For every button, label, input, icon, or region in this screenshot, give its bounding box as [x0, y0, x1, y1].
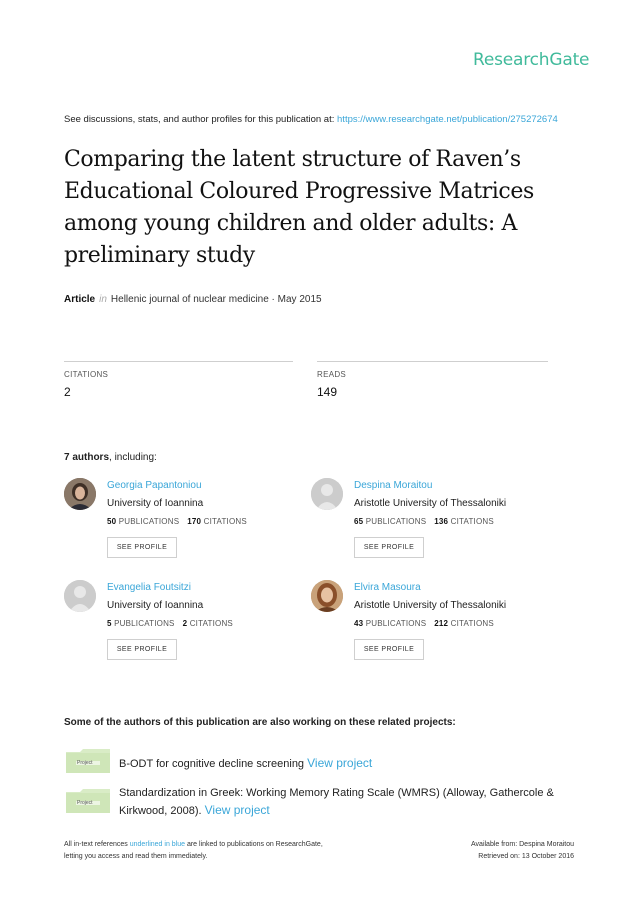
see-profile-button[interactable]: SEE PROFILE [107, 537, 177, 558]
reads-divider [317, 361, 548, 362]
author-institution: Aristotle University of Thessaloniki [354, 600, 507, 611]
author-institution: Aristotle University of Thessaloniki [354, 498, 507, 509]
author-stats [354, 517, 494, 526]
project-folder-icon[interactable] [66, 789, 110, 818]
related-projects-heading: Some of the authors of this publication are also working on these related projects: [64, 717, 456, 728]
publications-label: PUBLICATIONS [365, 619, 427, 628]
author-institution: University of Ioannina [107, 600, 204, 611]
project-icon-label: Project [77, 800, 93, 806]
see-profile-button[interactable]: SEE PROFILE [354, 537, 424, 558]
project-entry [119, 785, 559, 820]
user-placeholder-icon [64, 580, 96, 612]
citations-count: 2 [64, 385, 71, 399]
project-title: B-ODT for cognitive decline screening [119, 758, 305, 770]
author-photo-icon [64, 478, 96, 510]
authors-count: 7 authors [64, 452, 110, 463]
citations-label: CITATIONS [203, 517, 247, 526]
publication-url-link[interactable]: https://www.researchgate.net/publication/275272674 [337, 114, 558, 125]
author-institution: University of Ioannina [107, 498, 204, 509]
footer-left [64, 839, 323, 863]
author-citations-count: 170 [187, 517, 202, 526]
discussions-line [64, 114, 558, 125]
footer-text: All in-text references [64, 841, 130, 848]
see-profile-button[interactable]: SEE PROFILE [107, 639, 177, 660]
available-from: Available from: Despina Moraitou [471, 841, 574, 848]
citations-label: CITATIONS [64, 370, 109, 379]
journal-and-date: Hellenic journal of nuclear medicine · May 2015 [110, 294, 322, 305]
reads-label: READS [317, 370, 347, 379]
researchgate-logo[interactable]: ResearchGate [473, 50, 590, 70]
author-citations-count: 2 [182, 619, 188, 628]
view-project-link[interactable]: View project [307, 756, 373, 770]
see-profile-button[interactable]: SEE PROFILE [354, 639, 424, 660]
authors-suffix: , including: [109, 452, 157, 463]
author-avatar-photo[interactable] [311, 580, 343, 612]
author-publications-count: 50 [107, 517, 117, 526]
footer-underlined-note: underlined in blue [129, 841, 186, 848]
footer-left-line-2: letting you access and read them immediately. [64, 853, 208, 860]
author-avatar-placeholder[interactable] [311, 478, 343, 510]
retrieved-on: Retrieved on: 13 October 2016 [478, 853, 574, 860]
footer-text: are linked to publications on ResearchGate, [185, 841, 323, 848]
publication-type: Article [64, 294, 96, 305]
citations-label: CITATIONS [450, 517, 494, 526]
author-avatar-photo[interactable] [64, 478, 96, 510]
authors-heading [64, 452, 157, 463]
citations-divider [64, 361, 293, 362]
publications-label: PUBLICATIONS [114, 619, 175, 628]
discussions-prefix: See discussions, stats, and author profiles for this publication at: [64, 114, 335, 125]
author-name-link[interactable]: Georgia Papantoniou [107, 480, 202, 491]
project-icon-label: Project [77, 760, 93, 766]
publication-title: Comparing the latent structure of Raven’s Educational Coloured Progressive Matrices among young children and older adults: A preliminary study [64, 147, 534, 268]
project-entry [119, 755, 559, 773]
author-stats [107, 619, 233, 628]
publications-label: PUBLICATIONS [365, 517, 427, 526]
author-avatar-placeholder[interactable] [64, 580, 96, 612]
citations-label: CITATIONS [450, 619, 494, 628]
author-name-link[interactable]: Elvira Masoura [354, 582, 421, 593]
meta-in: in [99, 294, 107, 305]
publication-meta [64, 294, 322, 305]
citations-label: CITATIONS [189, 619, 233, 628]
author-publications-count: 43 [354, 619, 364, 628]
author-stats [107, 517, 247, 526]
author-name-link[interactable]: Evangelia Foutsitzi [107, 582, 191, 593]
project-title: Standardization in Greek: Working Memory Rating Scale (WMRS) (Alloway, Gathercole & Kirkwood, 2008). [119, 787, 554, 817]
author-photo-icon [311, 580, 343, 612]
project-folder-icon[interactable] [66, 749, 110, 778]
author-citations-count: 136 [434, 517, 449, 526]
publications-label: PUBLICATIONS [118, 517, 180, 526]
reads-count: 149 [317, 385, 338, 399]
author-publications-count: 5 [107, 619, 112, 628]
view-project-link[interactable]: View project [204, 803, 270, 817]
footer-right [471, 839, 574, 863]
author-publications-count: 65 [354, 517, 364, 526]
author-name-link[interactable]: Despina Moraitou [354, 480, 433, 491]
author-citations-count: 212 [434, 619, 449, 628]
author-stats [354, 619, 494, 628]
footer-left-line-1 [64, 839, 323, 851]
user-placeholder-icon [311, 478, 343, 510]
